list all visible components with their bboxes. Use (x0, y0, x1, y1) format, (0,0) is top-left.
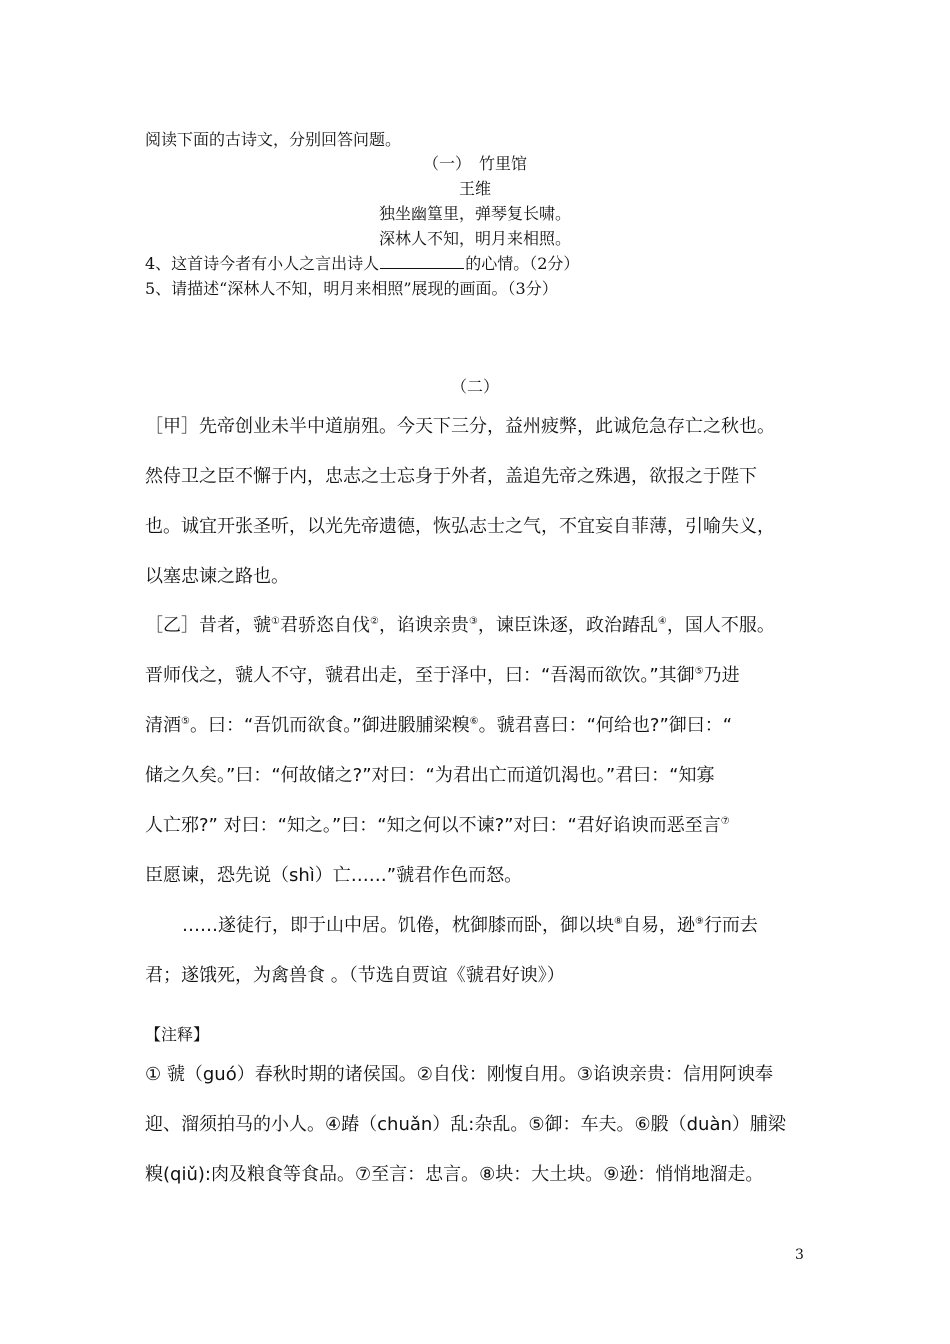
note-line-2: 迎、溜须拍马的小人。④踳（chuǎn）乱:杂乱。⑤御：车夫。⑥腶（duàn）脯梁 (145, 1114, 786, 1135)
poem-author: 王维 (458, 179, 491, 198)
jia-line-2: 然侍卫之臣不懈于内，忠志之士忘身于外者，盖追先帝之殊遇，欲报之于陛下 (145, 466, 757, 487)
footnote-marker: ④ (657, 616, 667, 627)
yi-line-8: 君；遂饿死，为禽兽食 。（节选自贾谊《虢君好谀》） (145, 965, 565, 986)
poem-heading: （一） 竹里馆 (422, 154, 527, 173)
text-segment: 。虢君喜曰：“何给也?”御曰：“ (478, 715, 733, 736)
poem-line-2: 深林人不知，明月来相照。 (378, 229, 571, 248)
yi-line-4: 储之久矣。”曰：“何故储之?”对曰：“为君出亡而道饥渴也。”君曰：“知寡 (145, 765, 715, 786)
footnote-marker: ⑨ (694, 916, 704, 927)
text-segment: ……遂徒行，即于山中居。饥倦，枕御膝而卧，御以块 (182, 915, 614, 936)
page-number: 3 (795, 1247, 804, 1263)
note-line-3: 糗(qiǔ):肉及粮食等食品。⑦至言：忠言。⑧块：大土块。⑨逊：悄悄地溜走。 (145, 1164, 764, 1185)
footnote-marker: ⑤ (694, 666, 704, 677)
prose-heading: （二） (450, 377, 499, 396)
text-segment: ，谄谀亲贵 (378, 615, 469, 636)
text-segment: 。曰：“吾饥而欲食。”御进腶脯梁糗 (189, 715, 470, 736)
text-segment: 乃进 (703, 665, 740, 686)
yi-line-7 (182, 911, 758, 937)
yi-line-5 (145, 811, 730, 837)
poem-line-1: 独坐幽篁里，弹琴复长啸。 (378, 204, 571, 223)
jia-line-4: 以塞忠谏之路也。 (145, 566, 289, 587)
text-segment: 君骄恣自伐 (279, 615, 370, 636)
text-segment: ，谏臣诛逐，政治踳乱 (477, 615, 658, 636)
text-segment: ，国人不服。 (666, 615, 775, 636)
yi-line-2 (145, 661, 740, 687)
question-4-text-before: 4、这首诗今者有小人之言出诗人 (145, 254, 380, 273)
footnote-marker: ③ (468, 616, 478, 627)
text-segment: 晋师伐之，虢人不守，虢君出走，至于泽中，曰：“吾渴而欲饮。”其御 (145, 665, 695, 686)
footnote-marker: ⑥ (469, 716, 479, 727)
text-segment: 清酒 (145, 715, 181, 736)
question-5: 5、请描述“深林人不知，明月来相照”展现的画面。（3分） (145, 279, 558, 298)
text-segment: 行而去 (703, 915, 758, 936)
text-segment: ［乙］昔者，虢 (145, 615, 271, 636)
text-segment: 人亡邪?” 对曰：“知之。”曰：“知之何以不谏?”对曰：“君好谄谀而恶至言 (145, 815, 721, 836)
notes-heading: 【注释】 (145, 1025, 210, 1044)
yi-line-3 (145, 711, 732, 737)
footnote-marker: ⑧ (614, 916, 623, 927)
question-4 (145, 251, 579, 274)
note-line-1: ① 虢（guó）春秋时期的诸侯国。②自伐：刚愎自用。③谄谀亲贵：信用阿谀奉 (145, 1064, 773, 1085)
footnote-marker: ⑦ (720, 816, 730, 827)
text-segment: 自易，逊 (622, 915, 695, 936)
reading-instruction: 阅读下面的古诗文，分别回答问题。 (145, 130, 402, 149)
footnote-marker: ⑤ (181, 716, 190, 727)
jia-line-3: 也。诚宜开张圣听，以光先帝遗德，恢弘志士之气，不宜妄自菲薄，引喻失义， (145, 516, 775, 537)
footnote-marker: ② (369, 616, 379, 627)
jia-line-1: ［甲］先帝创业未半中道崩殂。今天下三分，益州疲弊，此诚危急存亡之秋也。 (145, 416, 775, 437)
yi-line-6: 臣愿谏，恐先说（shì）亡……”虢君作色而怒。 (145, 865, 523, 886)
yi-line-1 (145, 611, 775, 637)
footnote-marker: ① (271, 616, 280, 627)
answer-blank (380, 254, 464, 269)
question-4-text-after: 的心情。（2分） (465, 254, 580, 273)
